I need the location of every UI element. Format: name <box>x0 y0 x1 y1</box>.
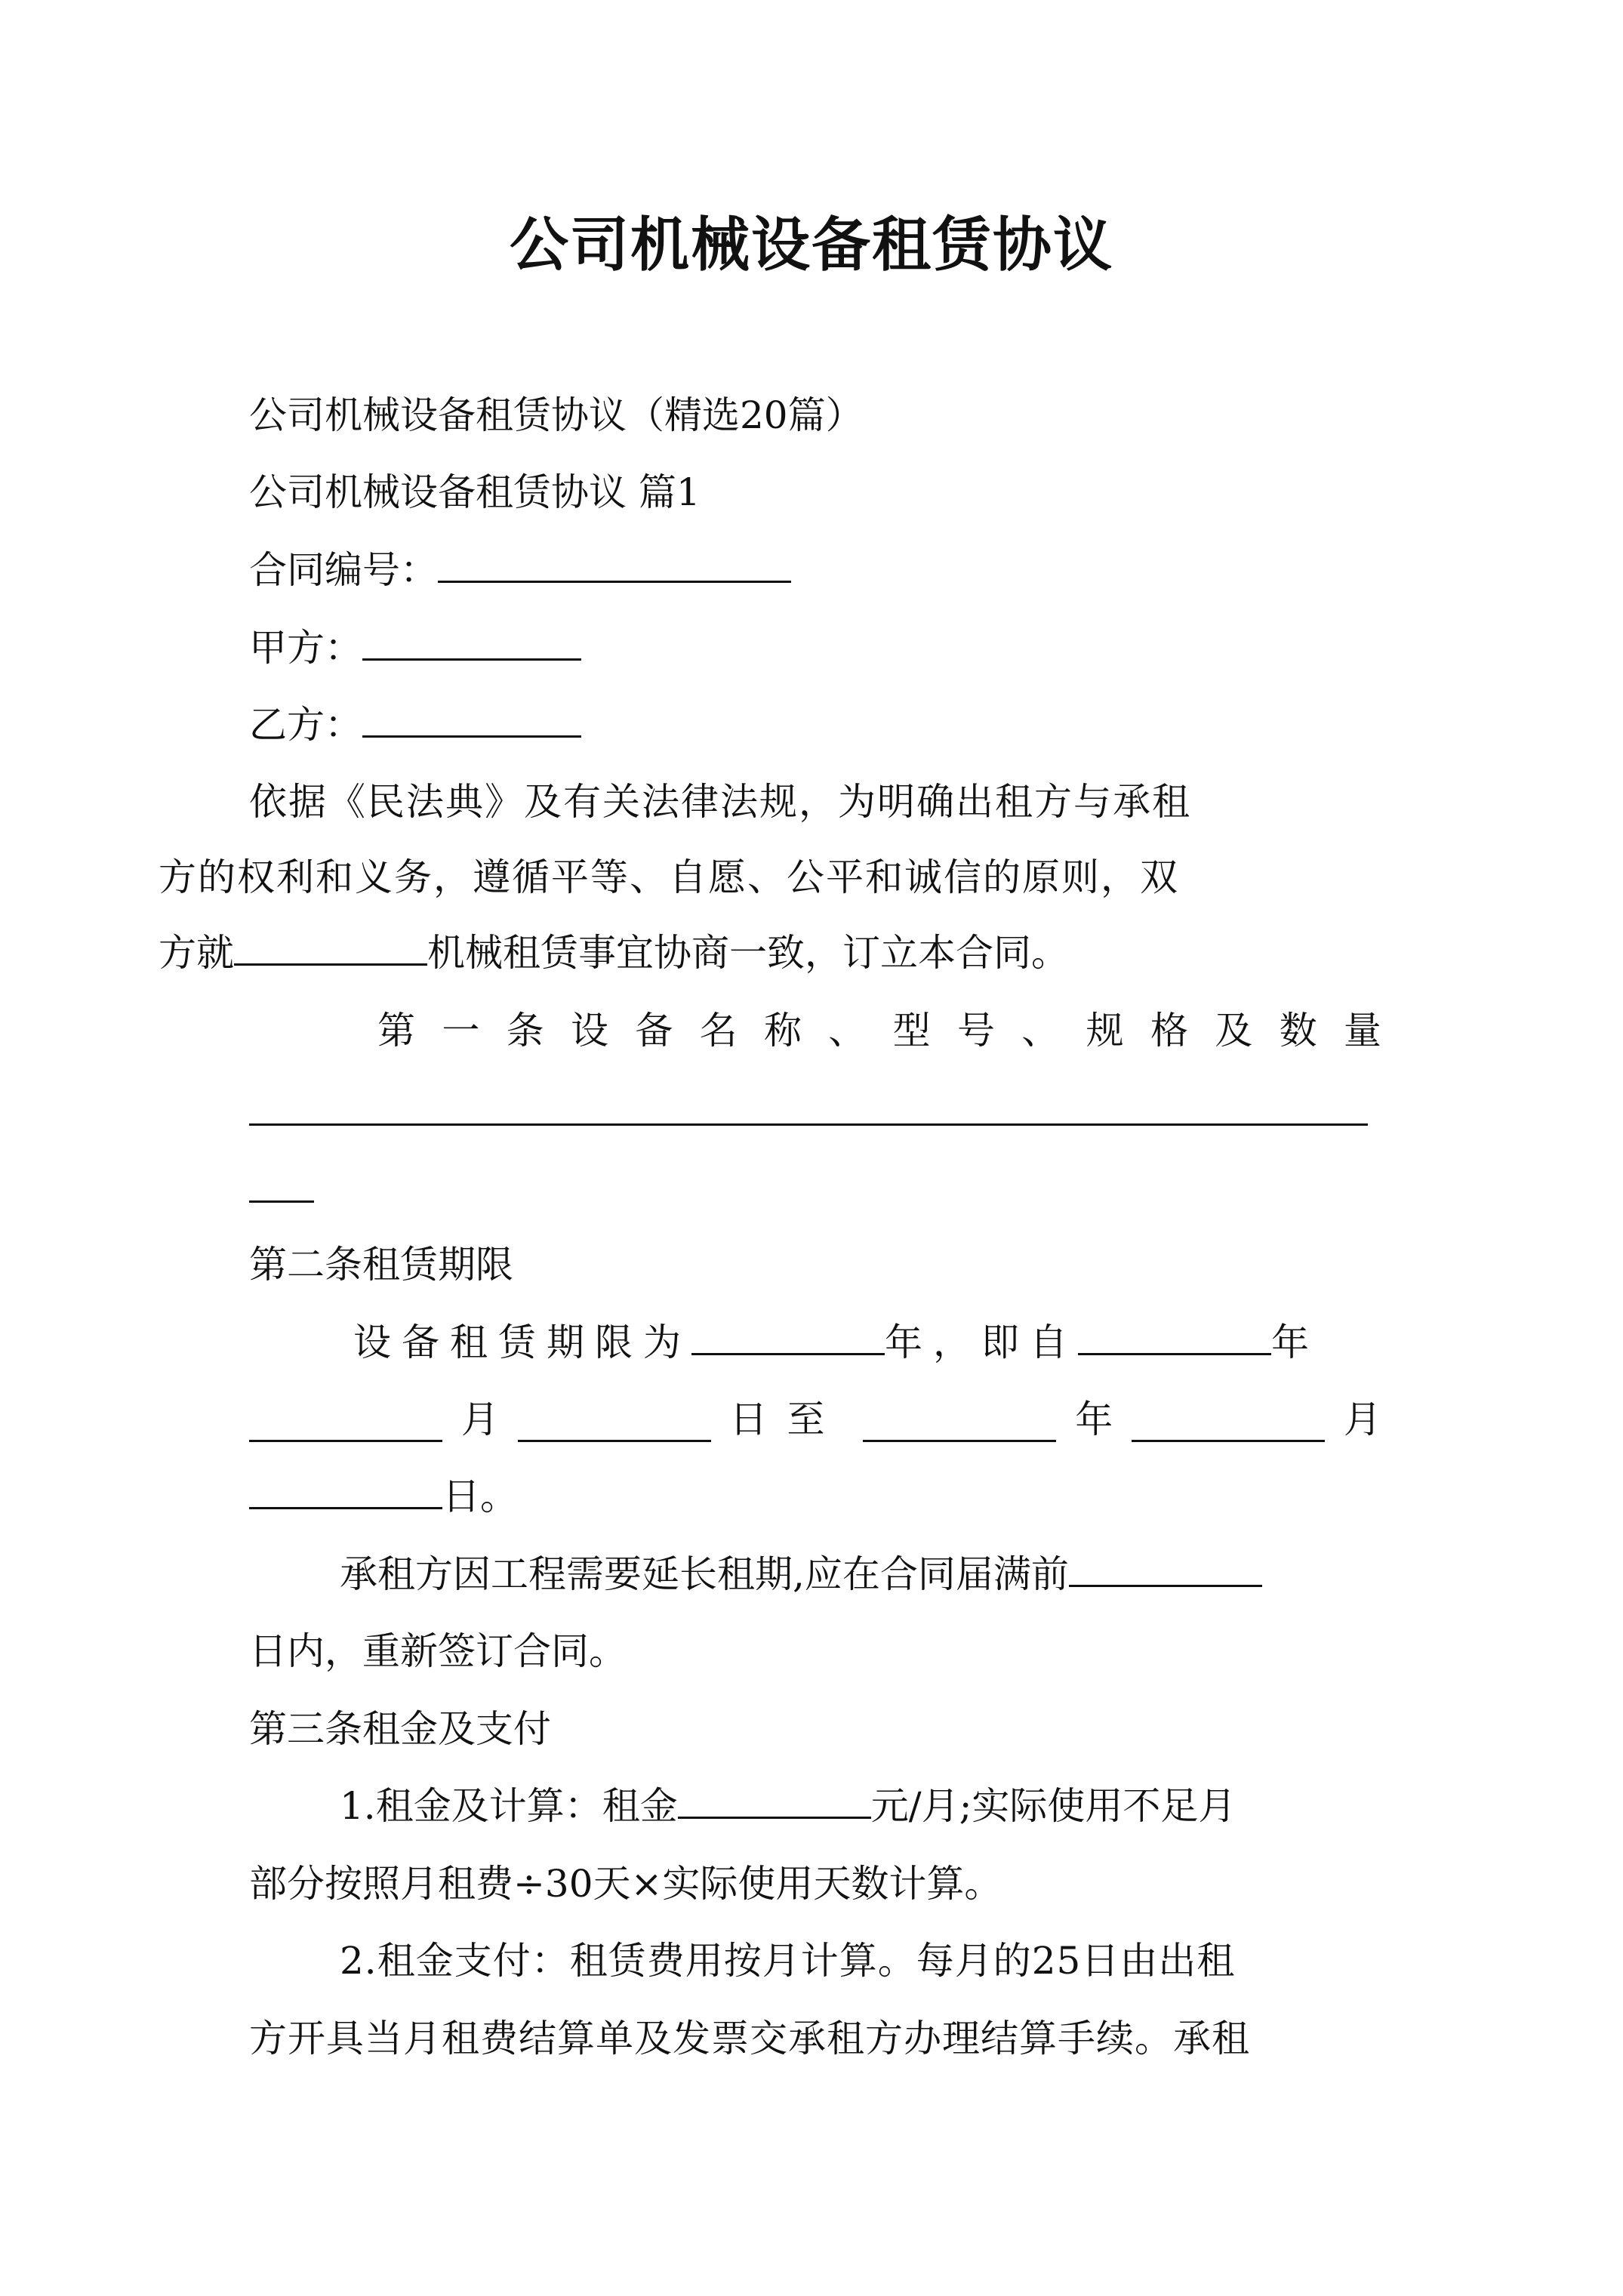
start-month-blank <box>249 1407 442 1442</box>
rent-pay-line-1: 2.租金支付：租赁费用按月计算。每月的25日由出租 <box>340 1939 1236 1983</box>
lease-term-text: 日。 <box>442 1475 518 1518</box>
party-a-blank <box>362 625 581 661</box>
rent-pay-line-2: 方开具当月租费结算单及发票交承租方办理结算手续。承租 <box>249 2017 1250 2060</box>
end-year-blank <box>863 1407 1056 1442</box>
equipment-blank <box>234 930 427 966</box>
article-1-char: 条 <box>506 1009 544 1052</box>
article-1-char: 及 <box>1215 1009 1253 1052</box>
article-1-char: 名 <box>699 1009 738 1052</box>
lease-term-line-1 <box>353 1320 1486 1365</box>
lease-years-blank <box>691 1320 885 1355</box>
party-b-blank <box>362 702 581 738</box>
contract-number-blank <box>438 547 791 583</box>
end-month-blank <box>1132 1407 1325 1442</box>
end-day-blank <box>249 1474 442 1509</box>
start-year-blank <box>1078 1320 1271 1355</box>
rent-calc-line-2: 部分按照月租费÷30天×实际使用天数计算。 <box>249 1862 1002 1906</box>
extension-days-blank <box>1069 1552 1262 1587</box>
lease-term-text: 月 <box>1343 1398 1381 1441</box>
equipment-fill-line <box>249 1123 1368 1126</box>
lease-term-text: 年 <box>1075 1398 1113 1441</box>
document-subtitle: 公司机械设备租赁协议（精选20篇） <box>249 393 864 437</box>
extension-line-1 <box>340 1552 1472 1597</box>
intro-line-1: 依据《民法典》及有关法律法规，为明确出租方与承租 <box>249 780 1191 824</box>
article-1-char: 型 <box>892 1009 931 1052</box>
rent-calc-line-1 <box>340 1783 1472 1829</box>
start-day-blank <box>518 1407 711 1442</box>
lease-term-text: 日至 <box>729 1398 845 1441</box>
article-2-heading: 第二条租赁期限 <box>249 1243 513 1287</box>
rent-calc-text: 1.租金及计算：租金 <box>340 1784 678 1828</box>
intro-line-3-prefix: 方就 <box>159 931 234 975</box>
article-1-char: 备 <box>635 1009 673 1052</box>
lease-term-line-2 <box>249 1397 1381 1442</box>
article-1-char: 规 <box>1086 1009 1124 1052</box>
article-1-char: 设 <box>570 1009 608 1052</box>
party-b-row <box>249 702 1381 747</box>
article-1-char: 量 <box>1343 1009 1381 1052</box>
document-title: 公司机械设备租赁协议 <box>509 211 1113 279</box>
lease-term-text: 年，即自 <box>885 1321 1078 1364</box>
lease-term-line-3 <box>249 1474 1381 1519</box>
extension-line-2: 日内，重新签订合同。 <box>249 1629 627 1673</box>
lease-term-text: 年 <box>1271 1321 1320 1364</box>
section-heading: 公司机械设备租赁协议 篇1 <box>249 470 701 514</box>
party-a-label: 甲方： <box>249 626 362 670</box>
article-1-char: 第 <box>377 1009 415 1052</box>
monthly-rent-blank <box>678 1783 871 1819</box>
article-1-char: 称 <box>763 1009 802 1052</box>
article-1-char: 、 <box>828 1009 867 1052</box>
article-1-char: 格 <box>1150 1009 1188 1052</box>
article-1-char: 、 <box>1021 1009 1060 1052</box>
lease-term-text: 月 <box>460 1398 499 1441</box>
lease-term-text: 设备租赁期限为 <box>353 1321 691 1364</box>
article-1-char: 一 <box>442 1009 480 1052</box>
contract-number-row <box>249 547 1381 593</box>
equipment-fill-line-end <box>249 1200 314 1203</box>
intro-line-3 <box>159 930 1291 975</box>
party-a-row <box>249 625 1381 670</box>
party-b-label: 乙方： <box>249 703 362 747</box>
article-1-char: 数 <box>1279 1009 1317 1052</box>
article-3-heading: 第三条租金及支付 <box>249 1707 551 1751</box>
contract-number-label: 合同编号： <box>249 548 438 592</box>
article-1-char: 号 <box>956 1009 995 1052</box>
extension-text: 承租方因工程需要延长租期,应在合同届满前 <box>340 1552 1069 1596</box>
intro-line-3-suffix: 机械租赁事宜协商一致，订立本合同。 <box>427 931 1069 975</box>
rent-calc-text: 元/月;实际使用不足月 <box>870 1784 1236 1828</box>
article-1-heading <box>377 1008 1381 1053</box>
intro-line-2: 方的权利和义务，遵循平等、自愿、公平和诚信的原则，双 <box>159 855 1179 899</box>
